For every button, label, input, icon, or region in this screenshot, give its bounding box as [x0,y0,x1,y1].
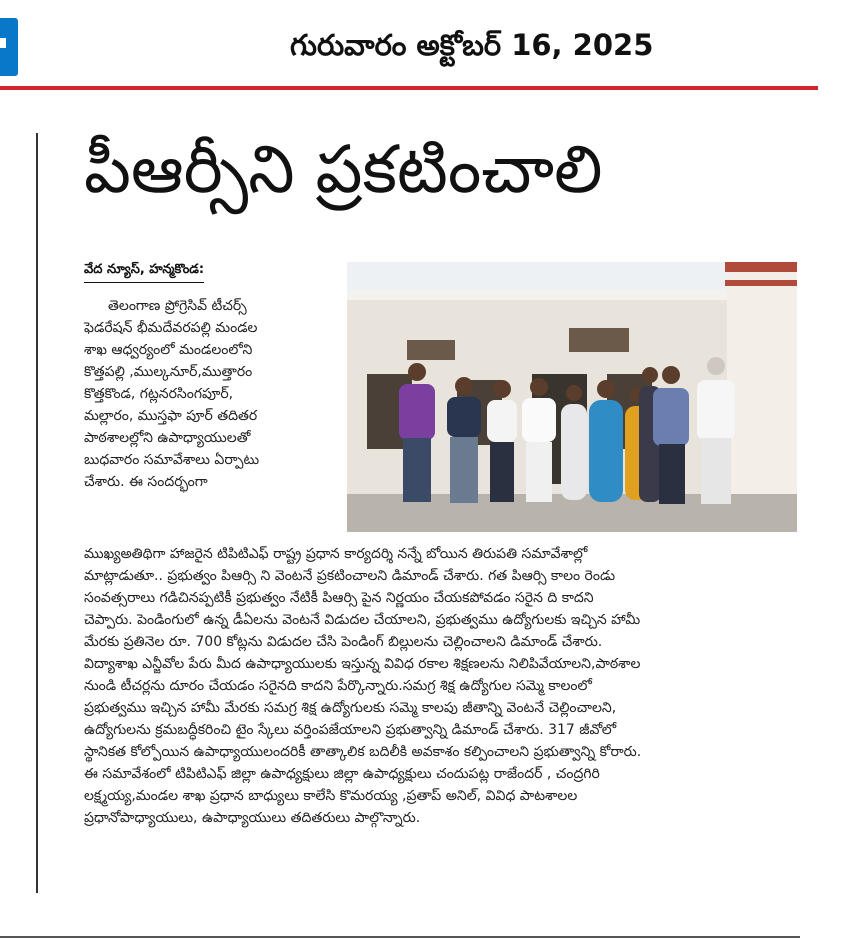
article-headline: పీఆర్సీని ప్రకటించాలి [84,131,603,208]
article-byline: వేద న్యూస్, హన్మకొండ: [84,262,204,283]
column-rule [36,133,38,893]
issue-date: గురువారం అక్టోబర్ 16, 2025 [290,28,654,62]
footer-divider [0,936,800,938]
header-divider [0,86,818,90]
article-body-text: ముఖ్యఅతిథిగా హాజరైన టిపిటిఎఫ్ రాష్ట్ర ప్రధాన కార్యదర్శి నన్నే బోయిన తిరుపతి సమావేశాల్లో మాట్లాడుతూ.. ప్రభుత్వం పిఆర్సి ని వెంటనే ప్రకటించాలని డిమాండ్ చేశారు. గత పిఆర్సి కాలం రెండు సంవత్సరాలు గడిచినప్పటికీ ప్రభుత్వం నేటికీ పిఆర్సి పైన నిర్ణయం చేయకపోవడం సరైన ది కాదని చెప్పారు. పెండింగులో ఉన్న డీఏలను వెంటనే విడుదల చేయాలని, ప్రభుత్వము ఉద్యోగులకు ఇచ్చిన హామీ మేరకు ప్రతినెల రూ. 700 కోట్లను విడుదల చేసి పెండింగ్ బిల్లులను చెల్లించాలని డిమాండ్ చేశారు. విద్యాశాఖ ఎన్జీవోల పేరు మీద ఉపాధ్యాయులకు ఇస్తున్న వివిధ రకాల శిక్షణలను నిలిపివేయాలని,పాఠశాల నుండి టీచర్లను దూరం చేయడం సరైనది కాదని పేర్కొన్నారు.సమగ్ర శిక్ష ఉద్యోగుల సమ్మె కాలంలో ప్రభుత్వము ఇచ్చిన హామీ మేరకు సమగ్ర శిక్ష ఉద్యోగులకు సమ్మె కాలపు జీతాన్ని వెంటనే చెల్లించాలని, ఉద్యోగులను క్రమబద్ధీకరించి టైం స్కేలు వర్తింపజేయాలని ప్రభుత్వాన్ని డిమాండ్ చేశారు. 317 జీవోలో స్థానికత కోల్పోయిన ఉపాధ్యాయులందరికీ తాత్కాలిక బదిలీకి అవకాశం కల్పించాలని ప్రభుత్వాన్ని కోరారు. ఈ సమావేశంలో టిపిటిఎఫ్ జిల్లా ఉపాధ్యక్షులు జిల్లా ఉపాధ్యక్షులు చందుపట్ల రాజేందర్ , చంద్రగిరి లక్ష్మయ్య,మండల శాఖ ప్రధాన బాధ్యులు కాలేసి కొమరయ్య ,ప్రతాప్ అనిల్, వివిధ పాటశాలల ప్రధానోపాధ్యాయులు, ఉపాధ్యాయులు తదితరులు పాల్గొన్నారు. [84,546,642,826]
newspaper-logo [0,14,20,84]
article-photo [347,262,797,532]
article-lead-paragraph: తెలంగాణ ప్రోగ్రెసివ్ టీచర్స్ ఫెడరేషన్ భీమదేవరపల్లి మండల శాఖ ఆధ్వర్యంలో మండలంలోని కొత్తపల్లి ,ముల్కనూర్,ముత్తారం కొత్తకొండ, గట్లనరసింగపూర్, మల్లారం, ముస్తఫా పూర్ తదితర పాఠశాలల్లోని ఉపాధ్యాయులతో బుధవారం సమావేశాలు ఏర్పాటు చేశారు. ఈ సందర్భంగా [84,298,260,490]
